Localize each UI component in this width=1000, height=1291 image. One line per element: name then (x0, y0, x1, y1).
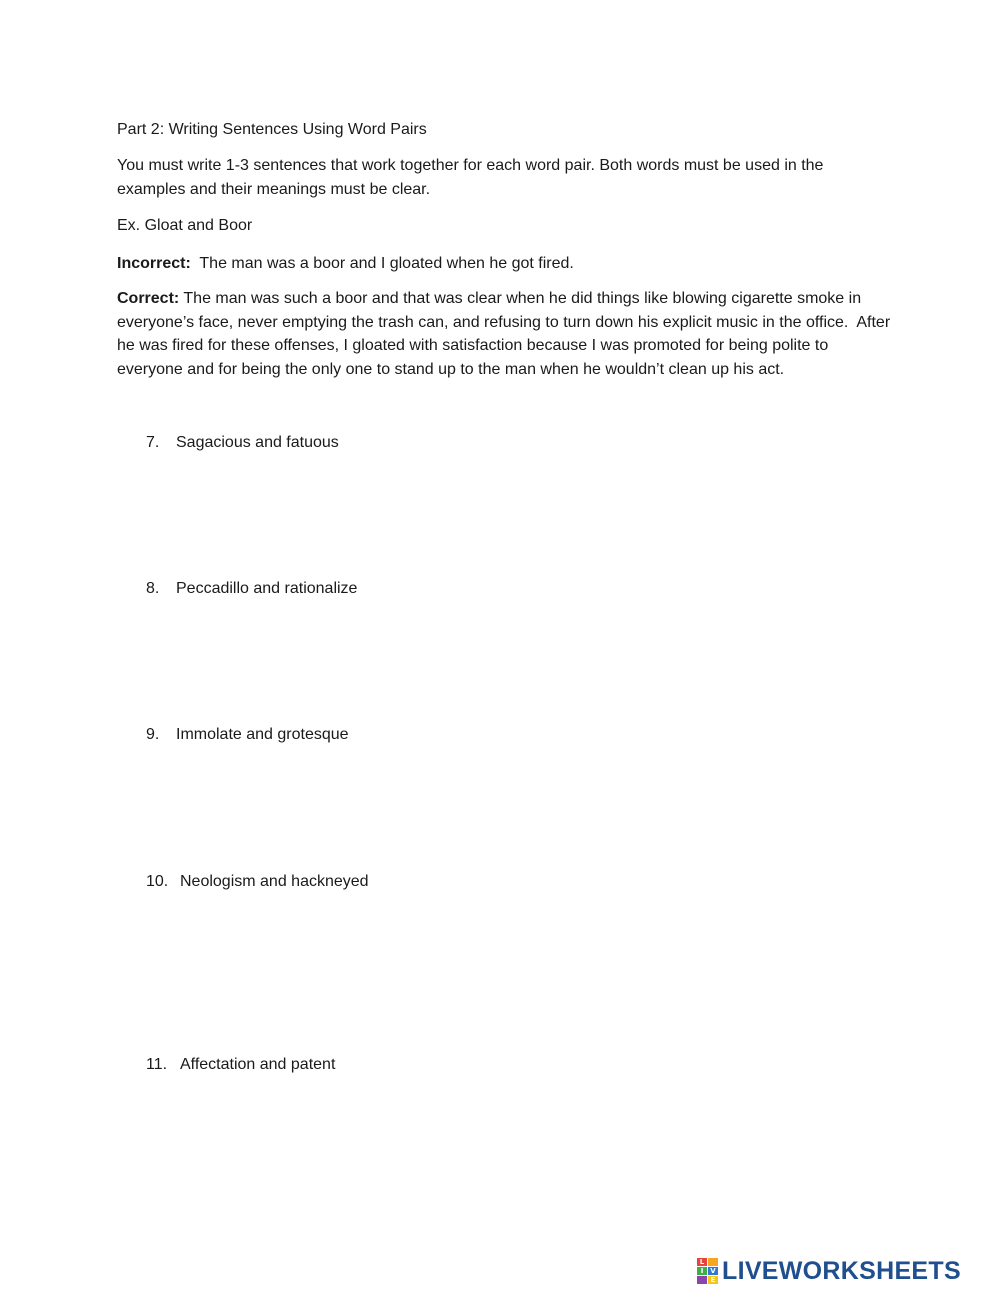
instructions-paragraph: You must write 1-3 sentences that work together for each word pair. Both words must be used in the examples and their meanings must be clear. (117, 157, 824, 198)
word-pair-item (146, 871, 369, 893)
correct-text: The man was such a boor and that was clear when he did things like blowing cigarette smoke in everyone’s face, never emptying the trash can, and refusing to turn down his explicit music in the office. After he was fired for these offenses, I gloated with satisfaction because I was promoted for being polite to everyone and for being the only one to stand up to the man when he wouldn’t clean up his act. (117, 290, 895, 378)
item-number: 11. (146, 1056, 168, 1073)
example-word-pair: Ex. Gloat and Boor (117, 217, 253, 234)
word-pair-item (146, 432, 339, 454)
logo-badge-cell (708, 1258, 718, 1266)
incorrect-label: Incorrect: (117, 255, 191, 272)
logo-wordmark: LIVEWORKSHEETS (722, 1257, 961, 1285)
word-pair-item (146, 724, 349, 746)
liveworksheets-logo (697, 1258, 961, 1284)
word-pair-item (146, 1054, 335, 1076)
logo-badge-cell: I (697, 1267, 707, 1275)
item-number: 9. (146, 726, 160, 743)
item-text: Sagacious and fatuous (176, 434, 339, 451)
word-pair-item (146, 578, 357, 600)
item-text: Affectation and patent (180, 1056, 336, 1073)
logo-badge-cell: L (697, 1258, 707, 1266)
item-text: Peccadillo and rationalize (176, 580, 358, 597)
logo-badge-cell: E (708, 1276, 718, 1284)
section-heading: Part 2: Writing Sentences Using Word Pairs (117, 121, 427, 138)
incorrect-text: The man was a boor and I gloated when he got fired. (190, 255, 574, 272)
logo-badge-icon (697, 1258, 718, 1284)
correct-label: Correct: (117, 290, 180, 307)
item-number: 8. (146, 580, 160, 597)
correct-example (117, 287, 895, 381)
logo-badge-cell (697, 1276, 707, 1284)
item-text: Neologism and hackneyed (180, 873, 369, 890)
item-number: 7. (146, 434, 160, 451)
item-number: 10. (146, 873, 169, 890)
incorrect-example (117, 252, 892, 276)
logo-badge-cell: V (708, 1267, 718, 1275)
item-text: Immolate and grotesque (176, 726, 349, 743)
